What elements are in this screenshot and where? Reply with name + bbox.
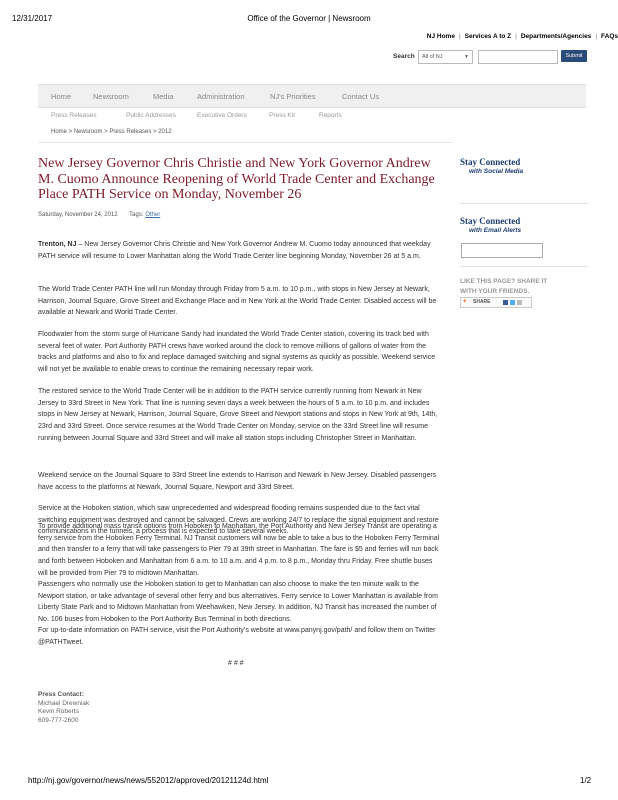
article-meta [38, 212, 160, 218]
subnav-public-addresses[interactable]: Public Addresses [126, 112, 176, 119]
email-alerts-link[interactable]: with Email Alerts [469, 227, 522, 234]
nav-newsroom[interactable]: Newsroom [93, 92, 129, 101]
search-input[interactable] [478, 50, 558, 64]
paragraph: Floodwater from the storm surge of Hurricane Sandy had inundated the World Trade Center station, covering its track bed with several feet of water. Port Authority PATH crews have worked around the clock to remove millions of gallons of water from the tracks and platforms and also to fix and replace damaged switching and signal systems as quickly as possible. Weekend service will not yet be available to enable crews to continue the remaining necessary repair work. [38, 331, 436, 374]
nav-nj-priorities[interactable]: NJ's Priorities [270, 92, 316, 101]
tag-link[interactable]: Other [145, 212, 161, 218]
sub-nav [38, 112, 586, 124]
social-media-link[interactable]: with Social Media [469, 168, 524, 175]
share-label: SHARE [473, 299, 491, 305]
paragraph: Service at the Hoboken station, which saw unprecedented and widespread flooding remains suspended due to the fact vital switching equipment was destroyed and cannot be salvaged. Crews are working 24/7 to replace the signal equipment and restore communications in the tunnels, a process that is expected to take several weeks. [38, 505, 439, 536]
share-prompt-line: LIKE THIS PAGE? SHARE IT [460, 278, 548, 285]
divider [460, 203, 588, 204]
share-prompt [460, 277, 547, 296]
subnav-reports[interactable]: Reports [319, 112, 342, 119]
article-date: Saturday, November 24, 2012 [38, 212, 118, 218]
top-links: NJ Home | Services A to Z | Departments/Agencies | FAQs [426, 33, 618, 40]
paragraph: For up-to-date information on PATH service, visit the Port Authority’s website at www.panynj.gov/path/ and follow them on Twitter @PATHTweet. [38, 627, 436, 646]
lead-text: – New Jersey Governor Chris Christie and New York Governor Andrew M. Cuomo today announced that weekday PATH service will resume to Lower Manhattan along the World Trade Center line beginning Monday, November 26 at 5 a.m. [38, 241, 431, 260]
nav-home[interactable]: Home [51, 92, 72, 101]
link-nj-home[interactable]: NJ Home [426, 33, 455, 40]
print-url: http://nj.gov/governor/news/news/552012/approved/20121124d.html [28, 776, 269, 785]
search-bar [393, 50, 618, 64]
subnav-executive-orders[interactable]: Executive Orders [197, 112, 247, 119]
stay-connected-social-heading: Stay Connected [460, 157, 521, 167]
tags-label: Tags: [129, 212, 144, 218]
link-departments-agencies[interactable]: Departments/Agencies [520, 33, 592, 40]
contact-name: Kevin Roberts [38, 708, 79, 716]
paragraph: The World Trade Center PATH line will run Monday through Friday from 5 a.m. to 10 p.m., with stops in New Jersey at Newark, Harrison, Journal Square, Grove Street and Exchange Place and in New York at the World Trade Center. Disabled access will be available at Newark and World Trade Center. [38, 286, 437, 317]
paragraph: To provide additional mass transit options from Hoboken to Manhattan, the Port Authority and New Jersey Transit are operating a ferry service from the Hoboken Ferry Terminal. NJ Transit customers will now be able to take a bus to the Hoboken Ferry Terminal and then transfer to a ferry that will take passengers to Pier 79 at 39th street in Manhattan. The fare is $5 and ferries will run back and forth between Hoboken and Manhattan from 6 a.m. to 10 a.m. and 4 p.m. to 8 p.m., Monday thru Friday. Free shuttle buses will be provided from Pier 79 to midtown Manhattan. [38, 523, 440, 577]
paragraph: Weekend service on the Journal Square to 33rd Street line extends to Harrison and Newark in New Jersey. Disabled passengers have access to the platforms at Newark, Journal Square, Newport and 33rd Street. [38, 472, 437, 491]
share-prompt-line: WITH YOUR FRIENDS. [460, 287, 530, 295]
nav-contact-us[interactable]: Contact Us [342, 92, 380, 101]
link-faqs[interactable]: FAQs [601, 33, 618, 40]
email-field[interactable] [461, 243, 543, 258]
search-scope-value: All of NJ [422, 54, 443, 60]
lead-paragraph [38, 239, 443, 262]
twitter-icon [510, 300, 515, 305]
nav-media[interactable]: Media [153, 92, 174, 101]
contact-name: Michael Drewniak [38, 699, 90, 707]
press-contact-label: Press Contact: [38, 691, 84, 698]
search-submit-button[interactable]: Submit [561, 50, 587, 62]
press-contact [38, 691, 89, 725]
print-title: Office of the Governor | Newsroom [247, 14, 371, 23]
divider [460, 266, 588, 267]
link-services-a-to-z[interactable]: Services A to Z [464, 33, 512, 40]
nav-administration[interactable]: Administration [197, 92, 245, 101]
end-mark: # # # [228, 660, 244, 667]
paragraph: Passengers who normally use the Hoboken station to get to Manhattan can also choose to make the ten minute walk to the Newport station, or take advantage of several other ferry and bus alternatives. Ferry service to Lower Manhattan is available from Liberty State Park and to Midtown Manhattan from Weehawken, New Jersey. In addition, NJ Transit has increased the number of No. 106 buses from Hoboken to the Port Authority Bus Terminal in both directions. [38, 581, 438, 624]
paragraph: The restored service to the World Trade Center will be in addition to the PATH service currently running from Newark in New Jersey to 33rd Street in New York. That line is running seven days a week between the hours of 5 a.m. to 10 p.m. and includes stops in New Jersey at Newark, Harrison, Journal Square, Grove Street and Newport stations and stops in New York at 9th, 14th, 23rd and 33rd Street. Once service resumes at the World Trade Center on Monday, service on the 33rd Street line will resume running between Journal Square and 33rd Street and will make all station stops including Christopher Street in Manhattan. [38, 388, 438, 442]
share-button[interactable] [460, 297, 532, 308]
page-title: New Jersey Governor Chris Christie and New York Governor Andrew M. Cuomo Announce Reopening of World Trade Center and Exchange Place PATH Service on Monday, November 26 [38, 156, 435, 202]
print-page-number: 1/2 [580, 776, 592, 785]
contact-phone: 609-777-2600 [38, 716, 79, 724]
stay-connected-email-heading: Stay Connected [460, 216, 521, 226]
subnav-press-releases[interactable]: Press Releases [51, 112, 97, 119]
dateline: Trenton, NJ [38, 241, 77, 248]
main-nav [38, 84, 586, 108]
search-label: Search [393, 53, 415, 60]
search-scope-select[interactable] [418, 50, 473, 64]
email-icon [517, 300, 522, 305]
subnav-press-kit[interactable]: Press Kit [269, 112, 296, 119]
print-date: 12/31/2017 [12, 14, 53, 23]
facebook-icon [503, 300, 508, 305]
chevron-down-icon: ▼ [464, 54, 469, 60]
divider [38, 142, 453, 143]
breadcrumb[interactable]: Home > Newsroom > Press Releases > 2012 [51, 129, 172, 135]
plus-icon: + [463, 299, 467, 305]
